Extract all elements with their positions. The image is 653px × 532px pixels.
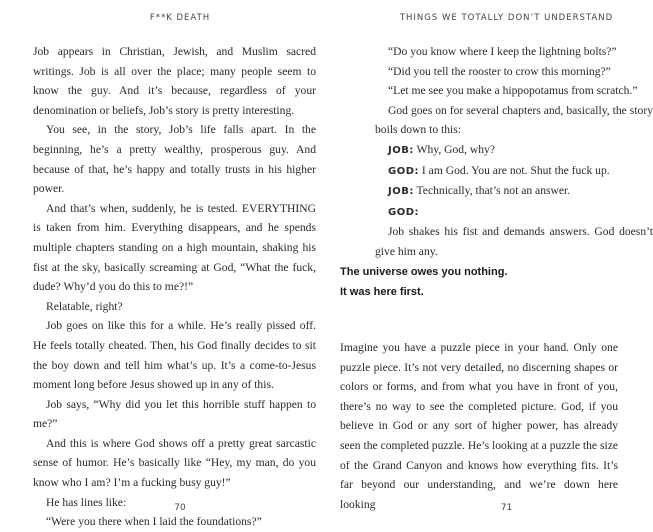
page-number-right: 71 xyxy=(500,503,513,513)
dialogue-text: Why, God, why? xyxy=(413,142,495,156)
page-number-left: 70 xyxy=(174,503,186,513)
quote-line: “Do you know where I keep the lightning bolts?” xyxy=(388,45,617,58)
dialogue-line xyxy=(375,181,653,202)
running-header-right: THINGS WE TOTALLY DON’T UNDERSTAND xyxy=(399,13,614,23)
pull-quote xyxy=(340,262,507,302)
pull-quote-line: It was here first. xyxy=(340,286,424,298)
dialogue-line xyxy=(375,140,653,161)
quote-line: “Did you tell the rooster to crow this morning?” xyxy=(388,64,611,78)
right-page-body-continued xyxy=(340,338,618,514)
paragraph: Relatable, right? xyxy=(46,299,123,313)
quote-line: “Let me see you make a hippopotamus from scratch.” xyxy=(388,84,638,98)
dialogue-line xyxy=(375,202,653,223)
paragraph: Job says, “Why did you let this horrible stuff happen to me?” xyxy=(33,397,316,431)
running-header-left: F**K DEATH xyxy=(149,13,211,23)
paragraph: You see, in the story, Job’s life falls apart. In the beginning, he’s a pretty wealthy, prosperous guy. And because of that, he’s happy and totally trusts in his higher power. xyxy=(33,123,316,196)
dialogue-text: Technically, that’s not an answer. xyxy=(413,184,571,198)
paragraph: Job goes on like this for a while. He’s really pissed off. He feels totally cheated. Then, his God finally decides to sit the boy down and tell him what’s up. It’s a come-to-Jesus moment long before Jesus showed up in any of this. xyxy=(33,319,316,392)
paragraph: “Were you there when I laid the foundations?” xyxy=(46,515,262,529)
pull-quote-line: The universe owes you nothing. xyxy=(340,266,508,278)
paragraph: And that’s when, suddenly, he is tested. EVERYTHING is taken from him. Everything disappears, and he spends multiple chapters standing on a high mountain, shaking his fist at the sky, basically screaming at God, “What the fuck, dude? Why’d you do this to me?!” xyxy=(33,201,316,294)
dialogue-speaker: JOB: xyxy=(388,144,414,156)
right-page xyxy=(326,0,653,522)
dialogue-speaker: GOD: xyxy=(388,165,420,177)
paragraph: Job shakes his fist and demands answers. God doesn’t give him any. xyxy=(375,225,653,258)
dialogue-speaker: JOB: xyxy=(388,186,414,198)
paragraph: God goes on for several chapters and, basically, the story boils down to this: xyxy=(375,103,653,137)
dialogue-line xyxy=(375,161,653,182)
paragraph: And this is where God shows off a pretty great sarcastic sense of humor. He’s basically like “Hey, my man, do you know who I am? I’m a fucking busy guy!” xyxy=(33,436,316,490)
paragraph: He has lines like: xyxy=(46,495,127,509)
right-page-body xyxy=(375,42,653,262)
dialogue-text: I am God. You are not. Shut the fuck up. xyxy=(419,163,610,177)
paragraph: Job appears in Christian, Jewish, and Muslim sacred writings. Job is all over the place; many people seem to know the guy. And it’s because, regardless of your denomination or beliefs, Job’s story is pretty interesting. xyxy=(33,45,316,117)
paragraph: Imagine you have a puzzle piece in your hand. Only one puzzle piece. It’s not very detailed, no discerning shapes or colors or forms, and from what you have in front of you, there’s no way to see the completed picture. God, if you believe in God or any sort of higher power, has already seen the completed puzzle. He’s looking at a puzzle the size of the Grand Canyon and knows how everything fits. It’s far beyond our understanding, and we’re down here looking xyxy=(340,341,618,511)
dialogue-speaker: GOD: xyxy=(388,206,420,218)
left-page xyxy=(0,0,326,529)
left-page-body xyxy=(33,42,316,532)
